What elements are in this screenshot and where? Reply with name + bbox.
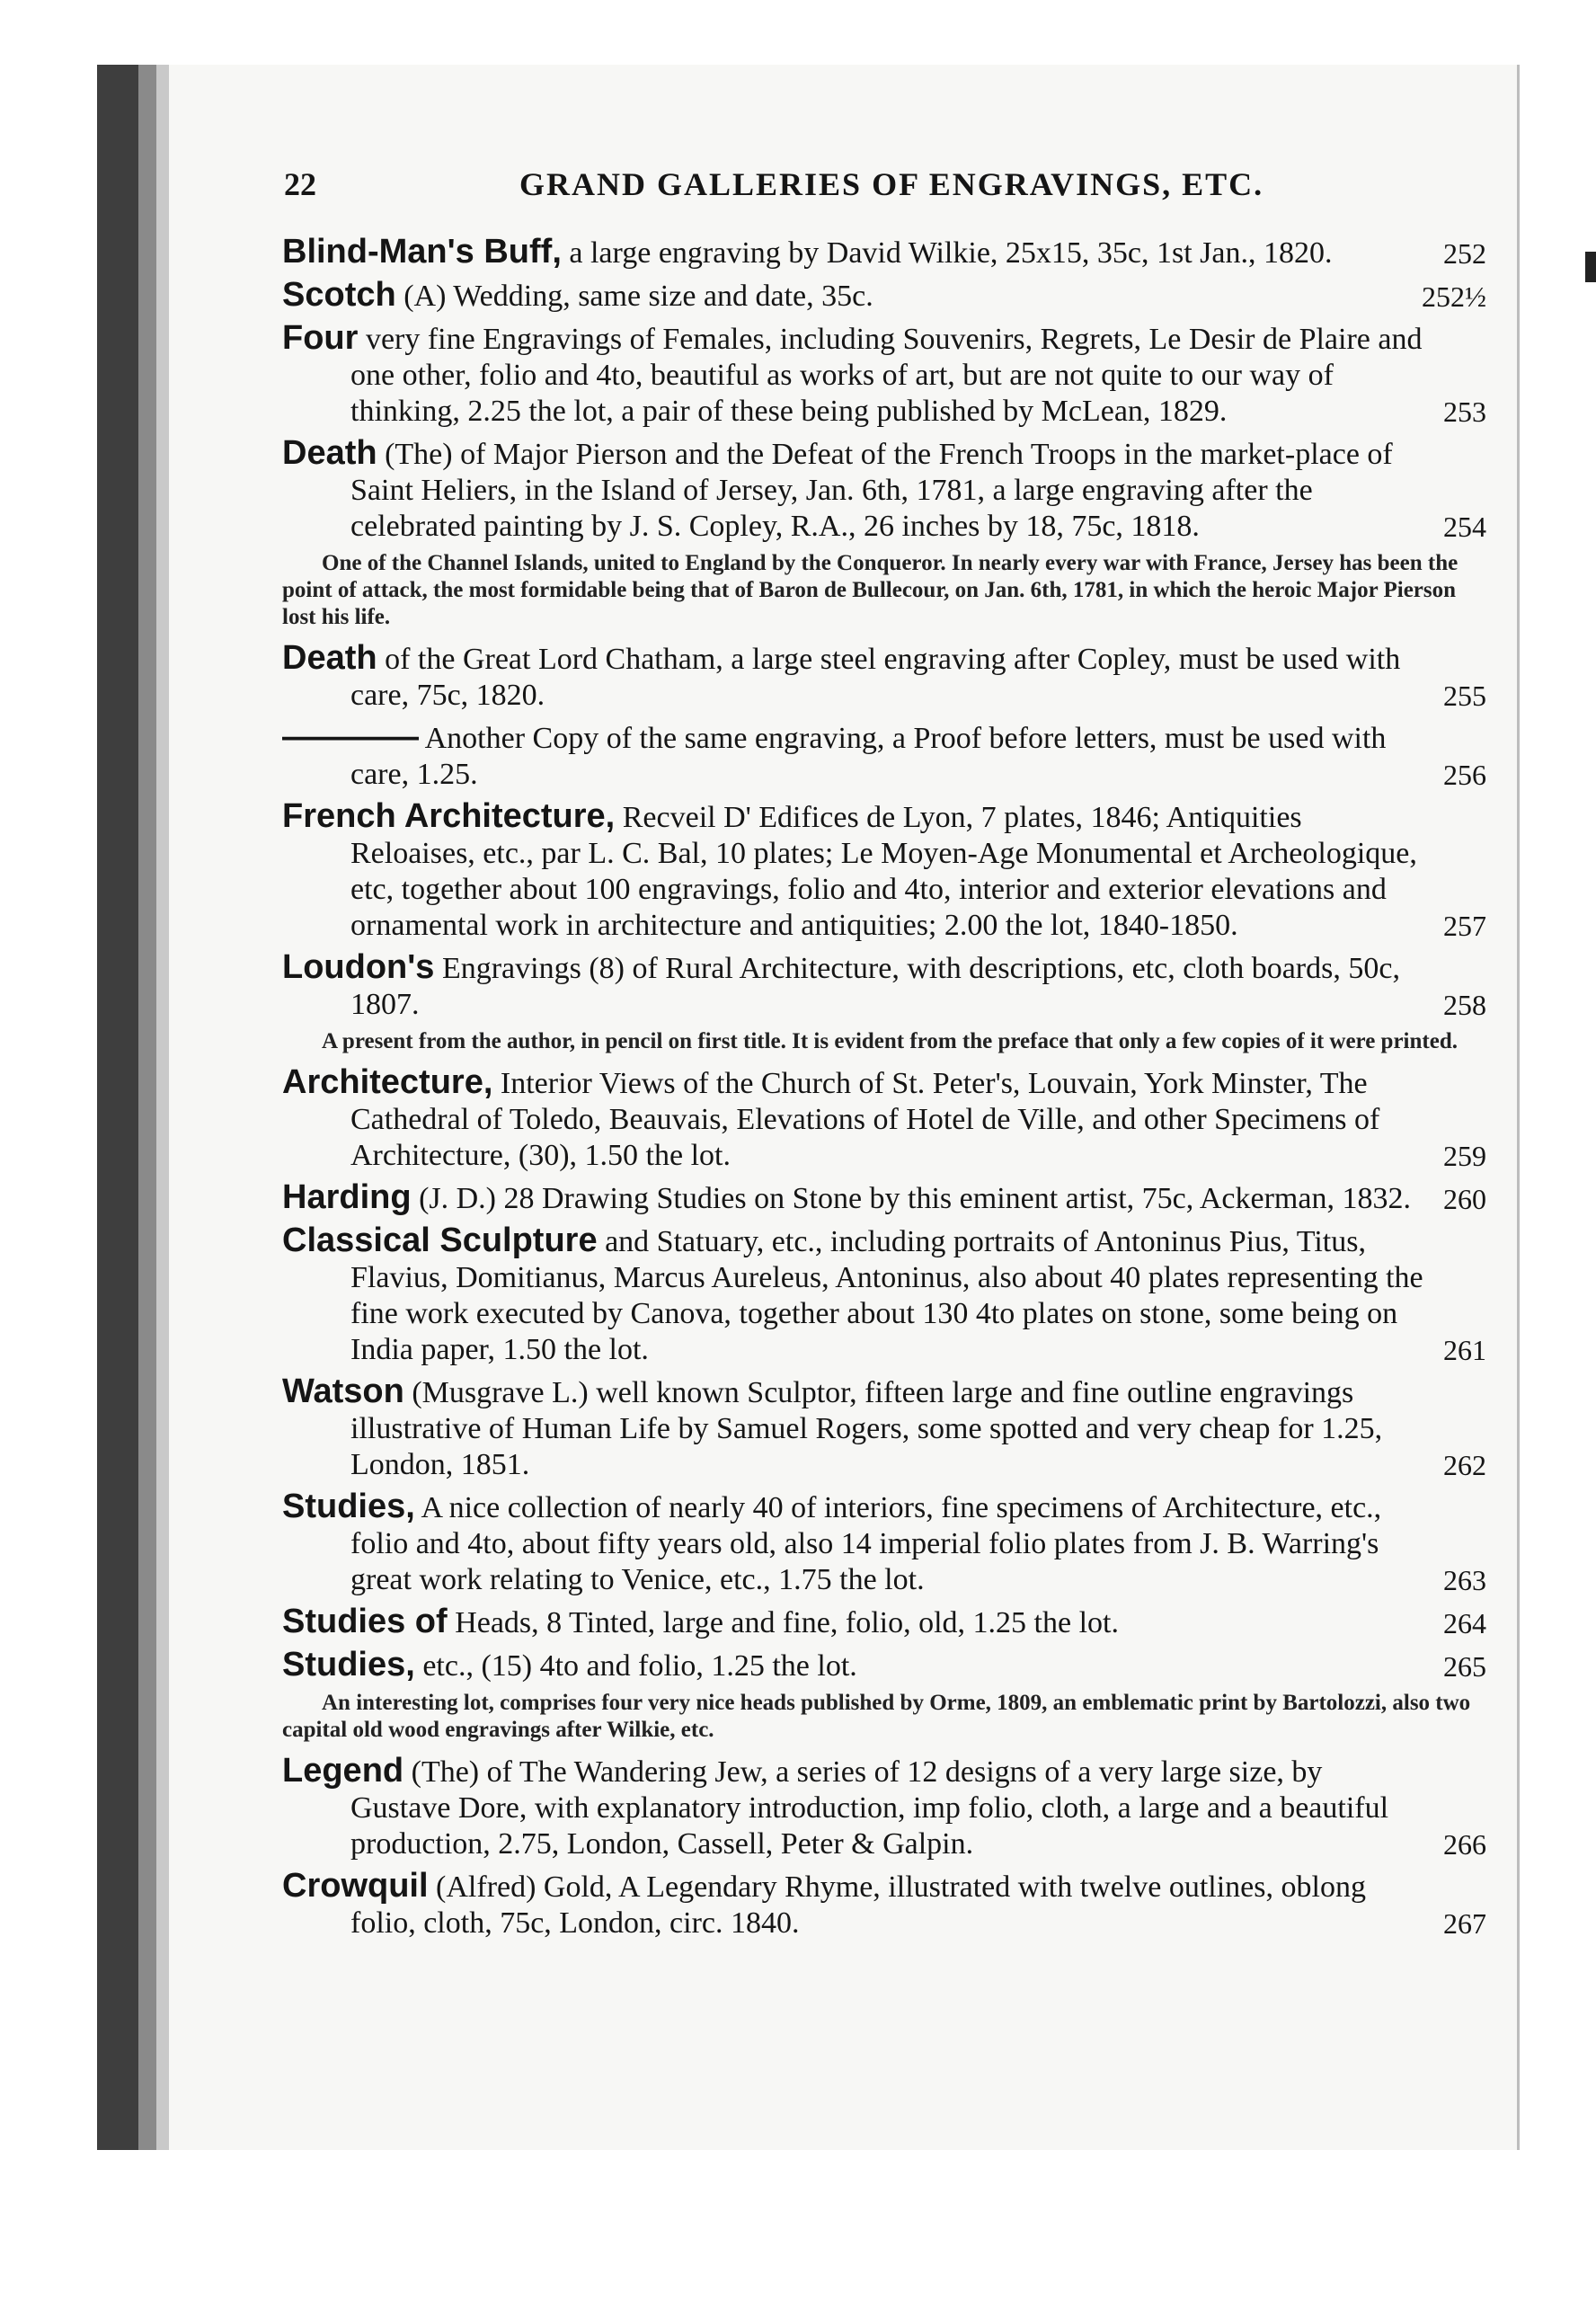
lot-number: 254 [1443,511,1486,543]
entry-heading: French Architecture, [282,797,616,835]
entry-text: (The) of Major Pierson and the Defeat of the French Troops in the market-place of Saint Heliers, in the Island of Jersey, Jan. 6th, 1781, a large engraving after the celebrated painting by J. S. Copley, R.A., 26 inches by 18, 75c, 1818. [350,438,1393,543]
entry-text: very fine Engravings of Females, including Souvenirs, Regrets, Le Desir de Plaire and one other, folio and 4to, beautiful as works of art, but are not quite to our way of thinking, 2.25 the lot, a pair of these being published by McLean, 1829. [350,323,1423,428]
lot-number: 263 [1443,1564,1486,1596]
entry-text: of the Great Lord Chatham, a large steel engraving after Copley, must be used with care, 75c, 1820. [350,643,1401,712]
book-binding-gutter [156,65,169,2150]
lot-number: 259 [1443,1140,1486,1172]
entry-text: A nice collection of nearly 40 of interiors, fine specimens of Architecture, etc., folio and 4to, about fifty years old, also 14 imperial folio plates from J. B. Warring's great work relating to Venice, etc., 1.75 the lot. [350,1491,1382,1596]
catalogue-entry [282,277,1486,315]
entry-heading: Harding [282,1178,412,1216]
entry-heading: ———— [282,718,419,756]
catalogue-entry [282,1488,1486,1598]
entry-heading: Four [282,319,359,357]
entry-heading: Architecture, [282,1063,493,1101]
book-binding-shadow [97,65,138,2150]
entry-text: etc., (15) 4to and folio, 1.25 the lot. [422,1649,857,1683]
catalogue-entry [282,1868,1486,1941]
entry-text: a large engraving by David Wilkie, 25x15, 35c, 1st Jan., 1820. [569,236,1333,270]
lot-number: 266 [1443,1828,1486,1861]
catalogue-entry [282,719,1486,793]
book-binding-edge [138,65,156,2150]
catalogue-entry [282,1604,1486,1641]
catalogue-entry [282,320,1486,430]
lot-number: 257 [1443,910,1486,942]
entry-text: Interior Views of the Church of St. Peter's, Louvain, York Minster, The Cathedral of Toledo, Beauvais, Elevations of Hotel de Ville, and other Specimens of Architecture, (30), 1.50 the lot. [350,1067,1380,1172]
lot-number: 264 [1443,1607,1486,1639]
running-title: GRAND GALLERIES OF ENGRAVINGS, ETC. [519,166,1264,202]
entry-heading: Blind-Man's Buff, [282,233,562,271]
entry-note: A present from the author, in pencil on first title. It is evident from the preface that only a few copies of it were printed. [322,1029,1458,1053]
catalogue-entry [282,1064,1486,1174]
entry-note: An interesting lot, comprises four very nice heads published by Orme, 1809, an emblematic print by Bartolozzi, also two capital old wood engravings after Wilkie, etc. [282,1691,1471,1742]
entry-heading: Legend [282,1752,404,1790]
lot-number: 256 [1443,759,1486,791]
entry-text: (The) of The Wandering Jew, a series of 12 designs of a very large size, by Gustave Dore, with explanatory introduction, imp folio, cloth, a large and a beautiful production, 2.75, London, Cassell, Peter & Galpin. [350,1755,1389,1861]
page-number: 22 [284,166,316,202]
lot-number: 262 [1443,1449,1486,1481]
catalogue-entry [282,435,1486,545]
entry-text: Heads, 8 Tinted, large and fine, folio, old, 1.25 the lot. [455,1606,1119,1639]
entry-note: One of the Channel Islands, united to England by the Conqueror. In nearly every war with France, Jersey has been the point of attack, the most formidable being that of Baron de Bullecour, on Jan. 6th, 1781, in which the heroic Major Pierson lost his life. [282,551,1459,629]
entry-heading: Scotch [282,276,396,314]
entry-list [282,234,1486,1947]
entry-heading: Death [282,434,377,472]
entry-text: (Musgrave L.) well known Sculptor, fifteen large and fine outline engravings illustrative of Human Life by Samuel Rogers, some spotted and very cheap for 1.25, London, 1851. [350,1376,1383,1481]
catalogue-entry [282,1753,1486,1862]
lot-number: 252 [1443,237,1486,270]
entry-heading: Studies of [282,1603,448,1640]
entry-heading: Studies, [282,1646,415,1684]
catalogue-page [169,65,1520,2150]
entry-heading: Studies, [282,1488,415,1525]
catalogue-entry [282,798,1486,944]
facing-page-edge-mark [1585,252,1596,282]
lot-number: 260 [1443,1183,1486,1215]
entry-text: Recveil D' Edifices de Lyon, 7 plates, 1846; Antiquities Reloaises, etc., par L. C. Bal, 10 plates; Le Moyen-Age Monumental et Archeologique, etc, together about 100 engravings, folio and 4to, interior and exterior elevations and ornamental work in architecture and antiquities; 2.00 the lot, 1840-1850. [350,801,1417,942]
lot-number: 253 [1443,395,1486,428]
lot-number: 252½ [1422,280,1486,313]
lot-number: 255 [1443,680,1486,712]
entry-text: (Alfred) Gold, A Legendary Rhyme, illustrated with twelve outlines, oblong folio, cloth, 75c, London, circ. 1840. [350,1870,1366,1940]
catalogue-entry [282,234,1486,271]
entry-text: Engravings (8) of Rural Architecture, with descriptions, etc, cloth boards, 50c, 1807. [350,952,1400,1021]
entry-heading: Crowquil [282,1867,429,1905]
entry-text: (A) Wedding, same size and date, 35c. [403,280,873,313]
entry-heading: Loudon's [282,948,435,986]
lot-number: 258 [1443,989,1486,1021]
catalogue-entry [282,949,1486,1023]
entry-heading: Watson [282,1373,404,1410]
catalogue-entry [282,640,1486,714]
entry-heading: Classical Sculpture [282,1222,598,1259]
catalogue-entry [282,1373,1486,1483]
lot-number: 261 [1443,1334,1486,1366]
catalogue-entry [282,1179,1486,1217]
entry-heading: Death [282,639,377,677]
catalogue-entry [282,1647,1486,1684]
entry-text: and Statuary, etc., including portraits of Antoninus Pius, Titus, Flavius, Domitianus, Marcus Aureleus, Antoninus, also about 40 plates representing the fine work executed by Canova, together about 130 4to plates on stone, some being on India paper, 1.50 the lot. [350,1225,1423,1366]
entry-text: Another Copy of the same engraving, a Proof before letters, must be used with care, 1.25. [350,722,1387,791]
catalogue-entry [282,1222,1486,1368]
entry-text: (J. D.) 28 Drawing Studies on Stone by this eminent artist, 75c, Ackerman, 1832. [419,1182,1411,1215]
lot-number: 265 [1443,1650,1486,1683]
lot-number: 267 [1443,1907,1486,1940]
